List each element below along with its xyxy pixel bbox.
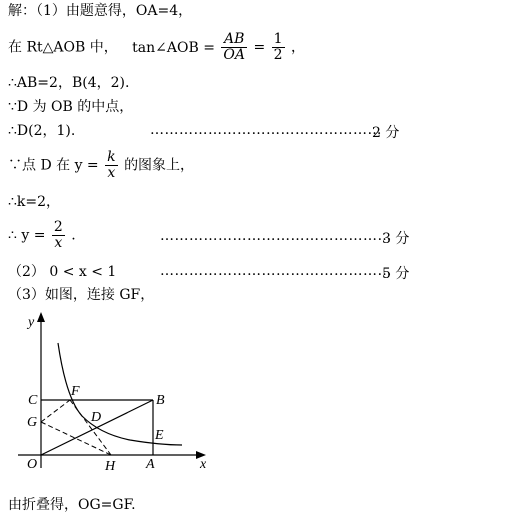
score-3: 3 分	[382, 231, 410, 247]
solution-line-8	[8, 220, 76, 251]
solution-line-7: ∴k=2，	[8, 194, 61, 210]
dashed-gf	[41, 400, 70, 422]
label-o: O	[27, 457, 38, 472]
fraction-numerator: k	[107, 149, 116, 165]
label-d: D	[91, 410, 102, 425]
line2-func: tan∠AOB =	[132, 39, 215, 56]
label-y: y	[28, 315, 35, 330]
label-e: E	[155, 428, 164, 443]
fraction-2-over-x	[52, 220, 65, 251]
solution-line-6	[8, 150, 194, 181]
label-h: H	[105, 459, 116, 474]
dot-leader-2: …………………………………………	[160, 228, 392, 244]
y-axis-arrow	[37, 312, 45, 322]
dashed-fh	[70, 400, 111, 455]
fraction-denominator: x	[54, 235, 63, 251]
fraction-one-half	[272, 32, 285, 63]
line6-suffix: 的图象上，	[124, 157, 195, 174]
line2-suffix: ，	[291, 39, 306, 56]
fraction-denominator: x	[107, 165, 116, 181]
fraction-k-over-x	[105, 150, 117, 181]
label-c: C	[28, 393, 38, 408]
label-f: F	[71, 384, 80, 399]
solution-line-10: （3）如图，连接 GF，	[8, 287, 155, 303]
line6-prefix: ∵点 D 在 y =	[8, 157, 99, 174]
line2-prefix: 在 Rt△AOB 中，	[8, 39, 118, 56]
solution-line-11: 由折叠得，OG=GF.	[8, 497, 136, 513]
score-5: 5 分	[382, 266, 410, 282]
fraction-numerator: 1	[273, 31, 283, 47]
solution-line-1: 解：（1）由题意得，OA=4，	[8, 3, 193, 19]
solution-line-3: ∴AB=2，B(4，2).	[8, 75, 130, 91]
fraction-denominator: 2	[273, 47, 283, 63]
equals-sign: =	[253, 39, 266, 56]
line8-suffix: .	[71, 227, 76, 244]
geometry-figure	[0, 308, 230, 480]
fraction-ab-oa	[221, 32, 247, 63]
line8-prefix: ∴ y =	[8, 227, 46, 244]
score-2: 2 分	[372, 125, 400, 141]
label-g: G	[27, 415, 38, 430]
solution-line-9: （2） 0 < x < 1	[8, 264, 117, 280]
solution-line-5: ∴D(2，1).	[8, 123, 76, 139]
dot-leader-1: …………………………………………	[150, 122, 382, 138]
label-b: B	[156, 393, 165, 408]
solution-line-2	[8, 32, 305, 63]
solution-line-4: ∵D 为 OB 的中点，	[8, 99, 134, 115]
label-a: A	[146, 457, 155, 472]
label-x: x	[200, 457, 207, 472]
fraction-numerator: 2	[53, 219, 63, 235]
fraction-numerator: AB	[221, 32, 247, 48]
dot-leader-3: …………………………………………	[160, 263, 392, 279]
fraction-denominator: OA	[223, 47, 245, 63]
